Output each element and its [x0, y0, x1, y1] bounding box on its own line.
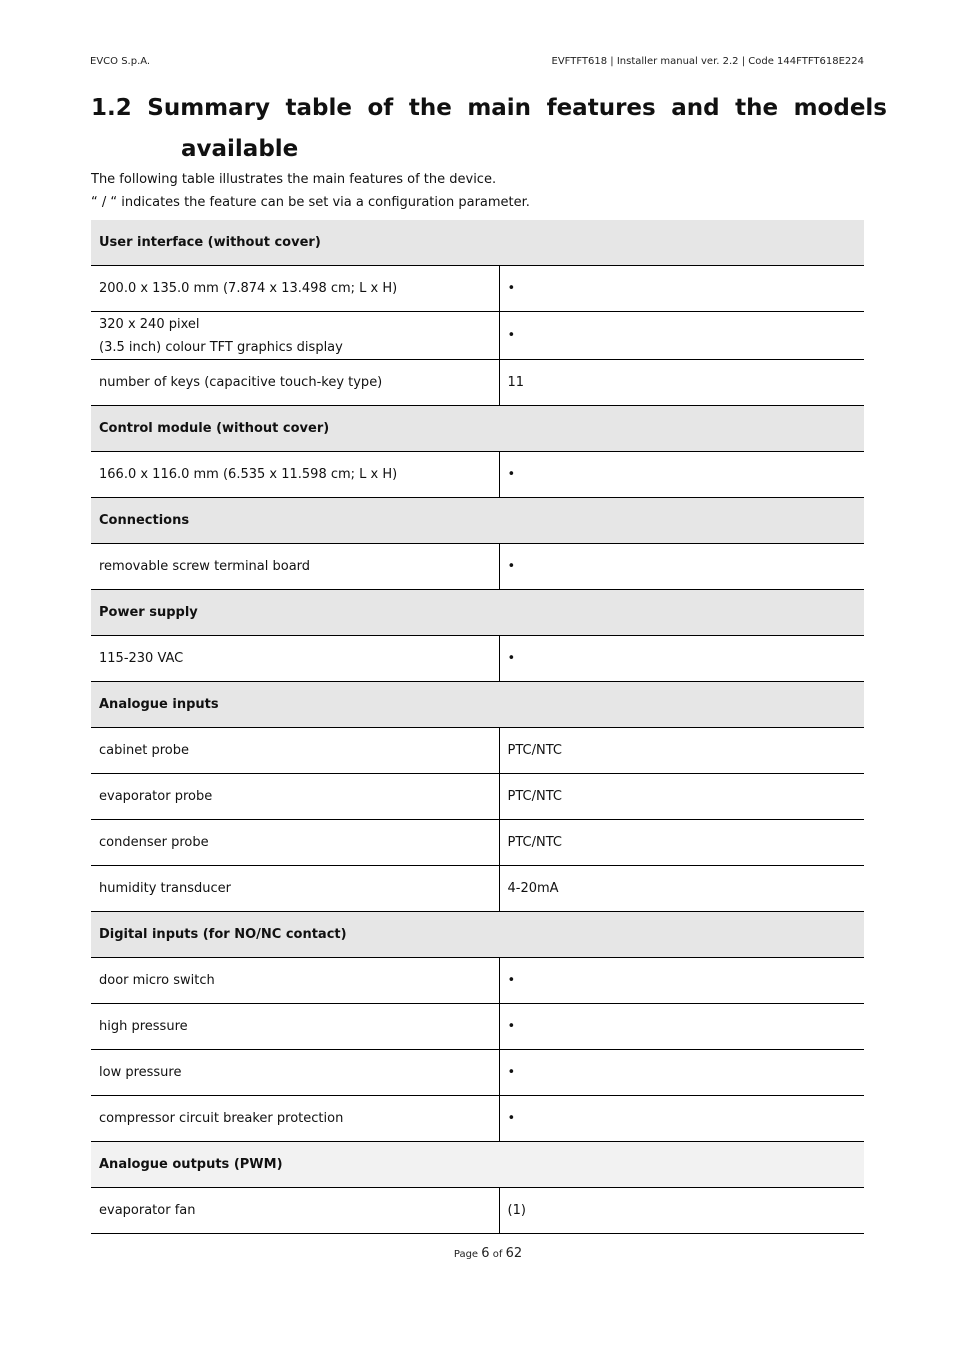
title-word: the — [408, 95, 452, 121]
feature-cell: 166.0 x 116.0 mm (6.535 x 11.598 cm; L x H) — [91, 452, 499, 498]
table-row — [91, 820, 864, 866]
feature-cell: high pressure — [91, 1004, 499, 1050]
value-cell: • — [499, 1004, 864, 1050]
value-cell: • — [499, 1096, 864, 1142]
title-word: the — [735, 95, 779, 121]
header-company: EVCO S.p.A. — [90, 56, 151, 67]
section-heading: Power supply — [91, 590, 864, 636]
section-header-row — [91, 498, 864, 544]
feature-cell: cabinet probe — [91, 728, 499, 774]
section-header-row — [91, 682, 864, 728]
title-word: Summary — [147, 95, 270, 121]
section-header-row — [91, 1142, 864, 1188]
table-row — [91, 774, 864, 820]
table-row — [91, 544, 864, 590]
section-header-row — [91, 912, 864, 958]
page-word: Page — [453, 1249, 479, 1260]
value-cell: • — [499, 312, 864, 360]
features-table — [91, 220, 864, 1234]
section-heading: Analogue inputs — [91, 682, 864, 728]
title-word: of — [367, 95, 394, 121]
feature-cell: condenser probe — [91, 820, 499, 866]
value-cell: • — [499, 1050, 864, 1096]
feature-cell: number of keys (capacitive touch-key type) — [91, 360, 499, 406]
feature-cell: 115-230 VAC — [91, 636, 499, 682]
value-cell: PTC/NTC — [499, 820, 864, 866]
page-footer — [0, 1246, 954, 1261]
value-cell: • — [499, 452, 864, 498]
table-row — [91, 1188, 864, 1234]
section-heading: Analogue outputs (PWM) — [91, 1142, 864, 1188]
intro-line1: The following table illustrates the main features of the device. — [91, 172, 497, 187]
value-cell: PTC/NTC — [499, 728, 864, 774]
table-row — [91, 360, 864, 406]
table-row — [91, 1004, 864, 1050]
table-row — [91, 266, 864, 312]
value-cell: • — [499, 266, 864, 312]
title-word: table — [285, 95, 352, 121]
value-cell: 11 — [499, 360, 864, 406]
section-heading: Digital inputs (for NO/NC contact) — [91, 912, 864, 958]
intro-line2: “ / “ indicates the feature can be set via a configuration parameter. — [91, 195, 530, 210]
feature-cell: compressor circuit breaker protection — [91, 1096, 499, 1142]
feature-cell: door micro switch — [91, 958, 499, 1004]
value-cell: • — [499, 544, 864, 590]
table-row — [91, 636, 864, 682]
value-cell: 4-20mA — [499, 866, 864, 912]
section-title — [91, 88, 887, 170]
section-number: 1.2 — [91, 95, 132, 121]
feature-cell: 200.0 x 135.0 mm (7.874 x 13.498 cm; L x H) — [91, 266, 499, 312]
table-row — [91, 1050, 864, 1096]
value-cell: PTC/NTC — [499, 774, 864, 820]
table-row — [91, 728, 864, 774]
section-heading: Connections — [91, 498, 864, 544]
title-line2: available — [181, 136, 299, 162]
title-word: and — [671, 95, 720, 121]
feature-line: (3.5 inch) colour TFT graphics display — [99, 339, 343, 355]
feature-cell: removable screw terminal board — [91, 544, 499, 590]
feature-cell: low pressure — [91, 1050, 499, 1096]
feature-cell — [91, 312, 499, 360]
title-word: features — [546, 95, 656, 121]
feature-line: 320 x 240 pixel — [99, 316, 200, 332]
of-word: of — [492, 1249, 503, 1260]
header-doc-info: EVFTFT618 | Installer manual ver. 2.2 | Code 144FTFT618E224 — [551, 56, 864, 67]
value-cell: (1) — [499, 1188, 864, 1234]
section-heading: User interface (without cover) — [91, 220, 864, 266]
feature-cell: evaporator probe — [91, 774, 499, 820]
table-row — [91, 312, 864, 360]
value-cell: • — [499, 958, 864, 1004]
table-row — [91, 866, 864, 912]
page-total: 62 — [505, 1246, 523, 1261]
title-word: models — [793, 95, 887, 121]
feature-cell: humidity transducer — [91, 866, 499, 912]
table-row — [91, 1096, 864, 1142]
section-header-row — [91, 406, 864, 452]
section-heading: Control module (without cover) — [91, 406, 864, 452]
title-word: main — [467, 95, 532, 121]
section-header-row — [91, 220, 864, 266]
section-header-row — [91, 590, 864, 636]
value-cell: • — [499, 636, 864, 682]
page-number: 6 — [481, 1246, 490, 1261]
table-row — [91, 958, 864, 1004]
table-row — [91, 452, 864, 498]
feature-cell: evaporator fan — [91, 1188, 499, 1234]
